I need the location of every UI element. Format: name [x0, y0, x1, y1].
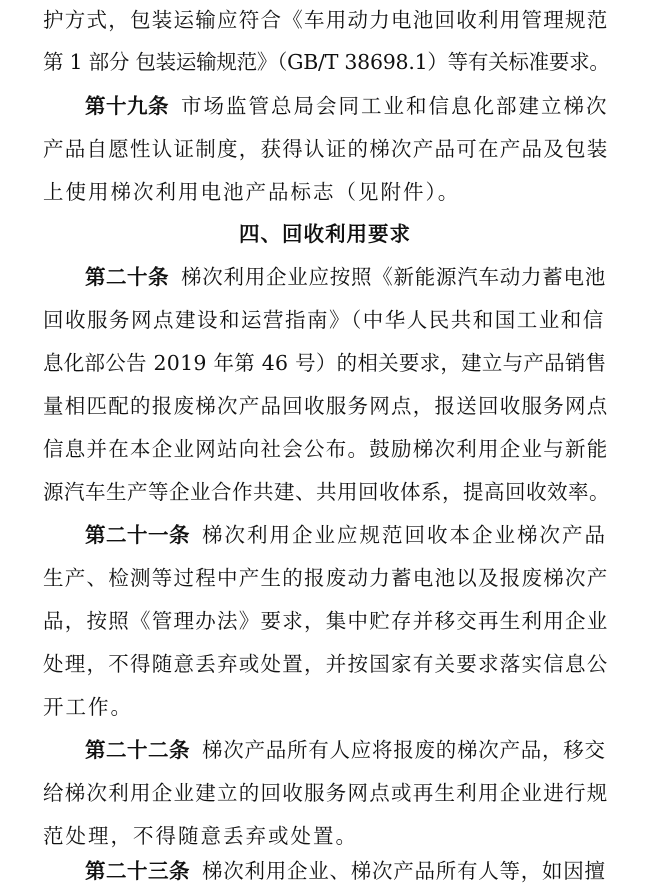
article-label: 第二十三条 [85, 859, 190, 883]
article-21-first-line [85, 515, 610, 555]
article-20-first-line [85, 257, 610, 297]
text-line: 产品自愿性认证制度，获得认证的梯次产品可在产品及包装 [43, 137, 609, 161]
text-line: 护方式，包装运输应符合《车用动力电池回收利用管理规范 [43, 8, 609, 32]
article-23-first-line [85, 851, 610, 891]
text-line: 品，按照《管理办法》要求，集中贮存并移交再生利用企业 [43, 609, 609, 633]
text-line: 量相匹配的报废梯次产品回收服务网点，报送回收服务网点 [43, 394, 609, 418]
article-22-first-line [85, 730, 610, 770]
text-line: 信息并在本企业网站向社会公布。鼓励梯次利用企业与新能 [43, 437, 609, 461]
text-line: 生产、检测等过程中产生的报废动力蓄电池以及报废梯次产 [43, 566, 609, 590]
article-text: 梯次利用企业、梯次产品所有人等，如因擅 [202, 859, 606, 883]
text-line: 源汽车生产等企业合作共建、共用回收体系，提高回收效率。 [43, 480, 610, 504]
article-label: 第二十条 [85, 265, 169, 289]
article-label: 第十九条 [85, 94, 169, 118]
text-line: 范处理，不得随意丢弃或处置。 [43, 824, 358, 848]
article-text: 市场监管总局会同工业和信息化部建立梯次 [181, 94, 609, 118]
text-line: 开工作。 [43, 695, 133, 719]
article-19-first-line [85, 86, 610, 126]
article-label: 第二十二条 [85, 738, 190, 762]
article-label: 第二十一条 [85, 523, 190, 547]
text-line: 回收服务网点建设和运营指南》（中华人民共和国工业和信 [43, 308, 605, 332]
article-text: 梯次产品所有人应将报废的梯次产品，移交 [202, 738, 606, 762]
text-line: 上使用梯次利用电池产品标志（见附件）。 [43, 180, 461, 204]
text-line: 处理，不得随意丢弃或处置，并按国家有关要求落实信息公 [43, 652, 609, 676]
text-line: 给梯次利用企业建立的回收服务网点或再生利用企业进行规 [43, 781, 609, 805]
article-text: 梯次利用企业应按照《新能源汽车动力蓄电池 [181, 265, 606, 289]
text-line: 息化部公告 2019 年第 46 号）的相关要求，建立与产品销售 [43, 351, 607, 375]
text-line: 第 1 部分 包装运输规范》（GB/T 38698.1）等有关标准要求。 [43, 50, 610, 74]
article-text: 梯次利用企业应规范回收本企业梯次产品 [202, 523, 607, 547]
section-heading: 四、回收利用要求 [239, 222, 411, 246]
